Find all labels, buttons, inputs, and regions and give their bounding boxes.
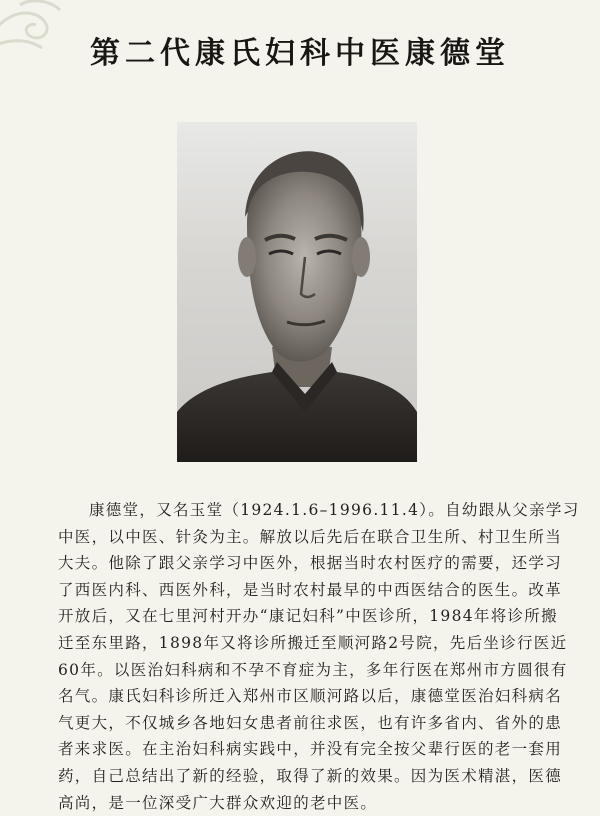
bio-line: 大夫。他除了跟父亲学习中医外，根据当时农村医疗的需要，还学习 — [58, 554, 563, 573]
bio-line: 名气。康氏妇科诊所迁入郑州市区顺河路以后，康德堂医治妇科病名 — [58, 687, 563, 706]
biography-text — [58, 497, 580, 816]
bio-line: 者来求医。在主治妇科病实践中，并没有完全按父辈行医的老一套用 — [58, 740, 563, 759]
bio-line: 了西医内科、西医外科，是当时农村最早的中西医结合的医生。改革 — [58, 580, 563, 599]
bio-line: 康德堂，又名玉堂（1924.1.6–1996.11.4）。自幼跟从父亲学习 — [89, 501, 580, 519]
bio-line: 中医，以中医、针灸为主。解放以后先后在联合卫生所、村卫生所当 — [58, 527, 563, 546]
portrait-photo — [177, 122, 417, 462]
bio-line: 迁至东里路，1898年又将诊所搬迁至顺河路2号院，先后坐诊行医近 — [58, 633, 568, 652]
bio-line: 气更大，不仅城乡各地妇女患者前往求医，也有许多省内、省外的患 — [58, 713, 563, 732]
bio-line: 开放后，又在七里河村开办“康记妇科”中医诊所，1984年将诊所搬 — [58, 607, 558, 626]
bio-line: 60年。以医治妇科病和不孕不育症为主，多年行医在郑州市方圆很有 — [58, 660, 568, 679]
page-title: 第二代康氏妇科中医康德堂 — [90, 36, 510, 71]
bio-line: 高尚，是一位深受广大群众欢迎的老中医。 — [58, 793, 378, 812]
bio-line: 药，自己总结出了新的经验，取得了新的效果。因为医术精湛，医德 — [58, 766, 563, 785]
